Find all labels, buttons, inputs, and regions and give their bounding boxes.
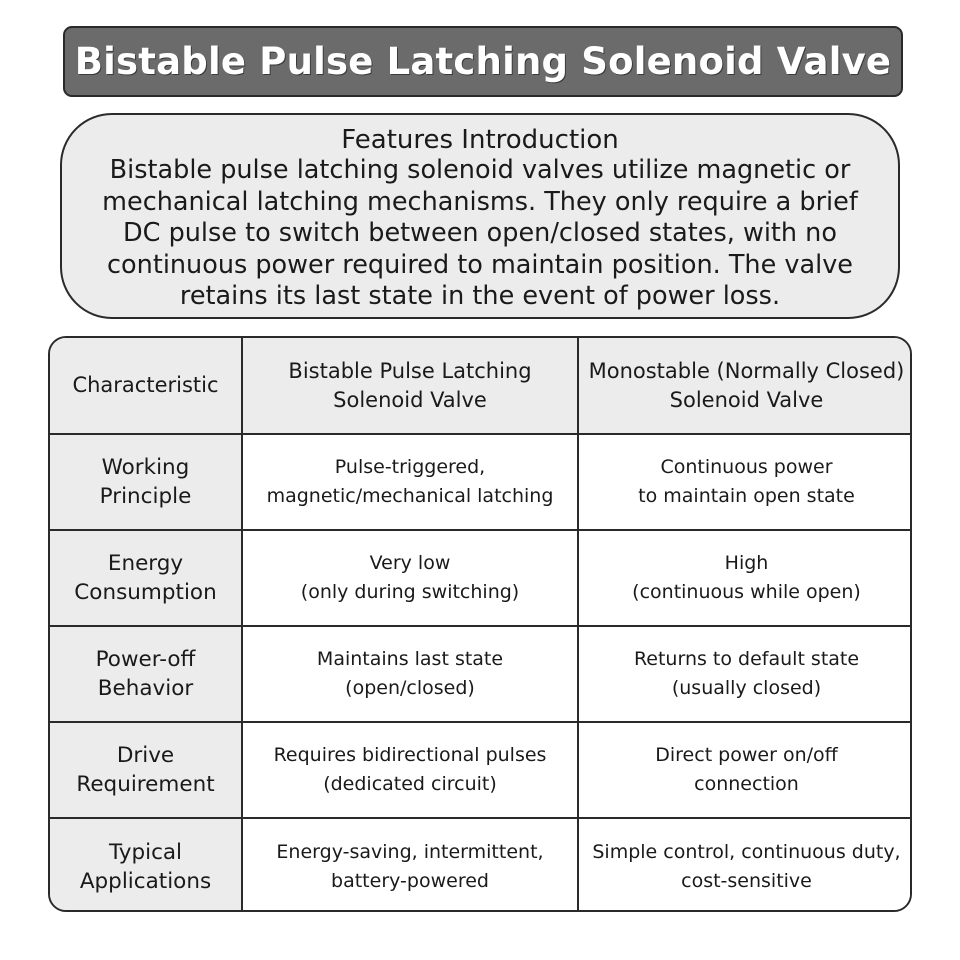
label-line: Principle [99,484,192,509]
cell-line: (open/closed) [345,677,475,699]
cell-line: connection [694,773,799,795]
cell-line: Continuous power [660,456,833,478]
cell-line: Pulse-triggered, [334,456,486,478]
bistable-cell [242,626,578,722]
header-characteristic [50,338,242,434]
cell-line: Simple control, continuous duty, [592,840,901,863]
row-label [50,530,242,626]
features-heading: Features Introduction [341,125,619,155]
label-line: Power-off [95,647,196,672]
cell-line: High [724,552,769,574]
cell-line: Requires bidirectional pulses [273,744,547,766]
table-row [50,722,912,818]
cell-line: battery-powered [331,869,489,892]
table-header-row [50,338,912,434]
bistable-cell [242,722,578,818]
label-line: Typical [108,839,183,865]
label-line: Consumption [74,580,217,605]
cell-line: Maintains last state [316,648,504,670]
label-line: Applications [79,868,212,894]
features-description [96,155,864,313]
row-label [50,434,242,530]
bistable-cell [242,530,578,626]
cell-line: (only during switching) [300,581,520,603]
cell-line: Direct power on/off [655,744,838,766]
row-label [50,626,242,722]
label-line: Requirement [76,772,215,797]
cell-line: (usually closed) [671,677,822,699]
header-bistable [242,338,578,434]
table-row [50,626,912,722]
features-line: retains its last state in the event of power loss. [179,281,781,311]
cell-line: (dedicated circuit) [323,773,497,795]
cell-line: (continuous while open) [632,581,861,603]
row-label [50,818,242,912]
monostable-cell [578,722,912,818]
title-banner [63,26,903,97]
features-line: Bistable pulse latching solenoid valves utilize magnetic or [109,155,851,185]
table-row [50,434,912,530]
cell-line: cost-sensitive [681,869,812,892]
header-line: Monostable (Normally Closed) [588,358,905,383]
cell-line: Returns to default state [633,648,860,670]
header-monostable [578,338,912,434]
features-line: continuous power required to maintain position. The valve [107,249,853,280]
label-line: Working [101,455,190,480]
cell-line: Very low [369,552,451,574]
comparison-table [48,336,912,912]
label-line: Energy [107,551,184,576]
monostable-cell [578,530,912,626]
table-row [50,818,912,912]
monostable-cell [578,434,912,530]
bistable-cell [242,434,578,530]
page-title: Bistable Pulse Latching Solenoid Valve [74,40,892,83]
features-line: mechanical latching mechanisms. They only require a brief [102,186,858,217]
bistable-cell [242,818,578,912]
features-panel [60,113,900,319]
label-line: Behavior [97,676,194,701]
label-line: Drive [116,743,175,768]
monostable-cell [578,626,912,722]
features-line: DC pulse to switch between open/closed states, with no [123,218,837,248]
cell-line: Energy-saving, intermittent, [276,840,544,863]
header-line: Bistable Pulse Latching [288,358,532,383]
cell-line: to maintain open state [638,485,855,507]
table-row [50,530,912,626]
header-line: Solenoid Valve [333,387,487,412]
row-label [50,722,242,818]
cell-line: magnetic/mechanical latching [266,485,554,507]
header-line: Characteristic [72,373,219,397]
header-line: Solenoid Valve [669,387,824,412]
monostable-cell [578,818,912,912]
